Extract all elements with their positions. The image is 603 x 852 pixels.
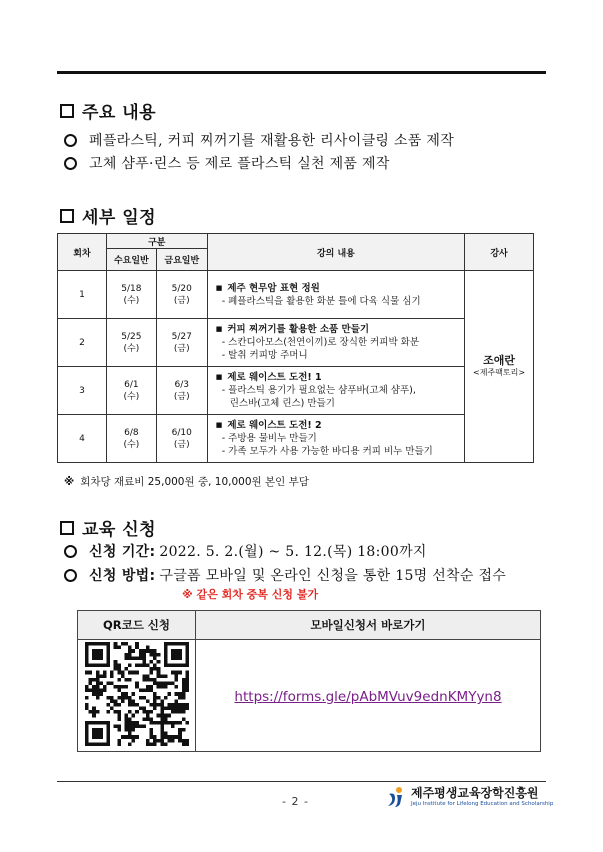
table-row xyxy=(58,415,534,463)
circle-bullet-icon xyxy=(64,157,77,170)
round-number: 3 xyxy=(58,367,107,415)
link-cell xyxy=(196,640,541,752)
link-header: 모바일신청서 바로가기 xyxy=(196,611,541,640)
square-icon xyxy=(60,209,74,223)
wed-date: 5/18 (수) xyxy=(106,271,156,319)
section-title-schedule: 세부 일정 xyxy=(60,203,156,228)
header-wed: 수요일반 xyxy=(106,249,156,271)
header-content: 강의 내용 xyxy=(207,234,464,271)
round-number: 4 xyxy=(58,415,107,463)
bottom-rule xyxy=(57,781,546,782)
header-group: 구분 xyxy=(106,234,207,249)
qr-code-icon[interactable] xyxy=(85,642,189,746)
header-round: 회차 xyxy=(58,234,107,271)
material-fee-note: ※ 회차당 재료비 25,000원 중, 10,000원 본인 부담 xyxy=(64,476,309,488)
teacher-org: <제주팩토리> xyxy=(473,367,526,377)
round-number: 1 xyxy=(58,271,107,319)
section-title-apply: 교육 신청 xyxy=(60,515,156,540)
apply-table xyxy=(77,610,541,752)
main-item-2: 고체 샴푸·린스 등 제로 플라스틱 실천 제품 제작 xyxy=(64,153,390,173)
teacher-name: 조애란 xyxy=(483,353,515,367)
fri-date: 6/10 (금) xyxy=(156,415,207,463)
fri-date: 5/20 (금) xyxy=(156,271,207,319)
table-row xyxy=(58,367,534,415)
fri-date: 6/3 (금) xyxy=(156,367,207,415)
duplicate-warning: ※ 같은 회차 중복 신청 불가 xyxy=(182,588,319,601)
header-fri: 금요일반 xyxy=(156,249,207,271)
table-row xyxy=(58,271,534,319)
header-teacher: 강사 xyxy=(465,234,534,271)
wed-date: 6/8 (수) xyxy=(106,415,156,463)
teacher-cell xyxy=(465,271,534,463)
lecture-content: ■ 제로 웨이스트 도전! 1 - 플라스틱 용기가 필요없는 샴푸바(고체 샴푸), 린스바(고체 린스) 만들기 xyxy=(207,367,464,415)
circle-bullet-icon xyxy=(64,545,77,558)
table-row xyxy=(58,319,534,367)
fri-date: 5/27 (금) xyxy=(156,319,207,367)
circle-bullet-icon xyxy=(64,134,77,147)
apply-method: 신청 방법: 구글폼 모바일 및 온라인 신청을 통한 15명 선착순 접수 xyxy=(64,565,506,585)
round-number: 2 xyxy=(58,319,107,367)
mobile-form-link[interactable]: https://forms.gle/pAbMVuv9ednKMYyn8 xyxy=(234,689,502,705)
lecture-content: ■ 커피 찌꺼기를 활용한 소품 만들기 - 스칸디아모스(천연이끼)로 장식한 커피박 화분 - 탈취 커피망 주머니 xyxy=(207,319,464,367)
apply-period: 신청 기간: 2022. 5. 2.(월) ~ 5. 12.(목) 18:00까지 xyxy=(64,541,427,561)
qr-header: QR코드 신청 xyxy=(78,611,196,640)
lecture-content: ■ 제로 웨이스트 도전! 2 - 주방용 물비누 만들기 - 가족 모두가 사용 가능한 바디용 커피 비누 만들기 xyxy=(207,415,464,463)
section-title-main: 주요 내용 xyxy=(60,98,156,123)
page-number: - 2 - xyxy=(282,795,309,808)
wed-date: 6/1 (수) xyxy=(106,367,156,415)
wed-date: 5/25 (수) xyxy=(106,319,156,367)
circle-bullet-icon xyxy=(64,569,77,582)
qr-code-cell xyxy=(78,640,196,752)
org-logo xyxy=(386,786,553,808)
org-name: 제주평생교육장학진흥원 xyxy=(411,786,539,800)
top-rule xyxy=(57,71,546,74)
main-item-1: 페플라스틱, 커피 찌꺼기를 재활용한 리사이클링 소품 제작 xyxy=(64,130,454,150)
org-subtitle: Jeju Institute for Lifelong Education and Scholarship xyxy=(411,801,554,807)
square-icon xyxy=(60,521,74,535)
lecture-content: ■ 제주 현무암 표현 정원 - 폐플라스틱을 활용한 화분 틀에 다육 식물 심기 xyxy=(207,271,464,319)
schedule-table xyxy=(57,233,534,463)
square-icon xyxy=(60,104,74,118)
org-logo-icon xyxy=(386,786,406,808)
